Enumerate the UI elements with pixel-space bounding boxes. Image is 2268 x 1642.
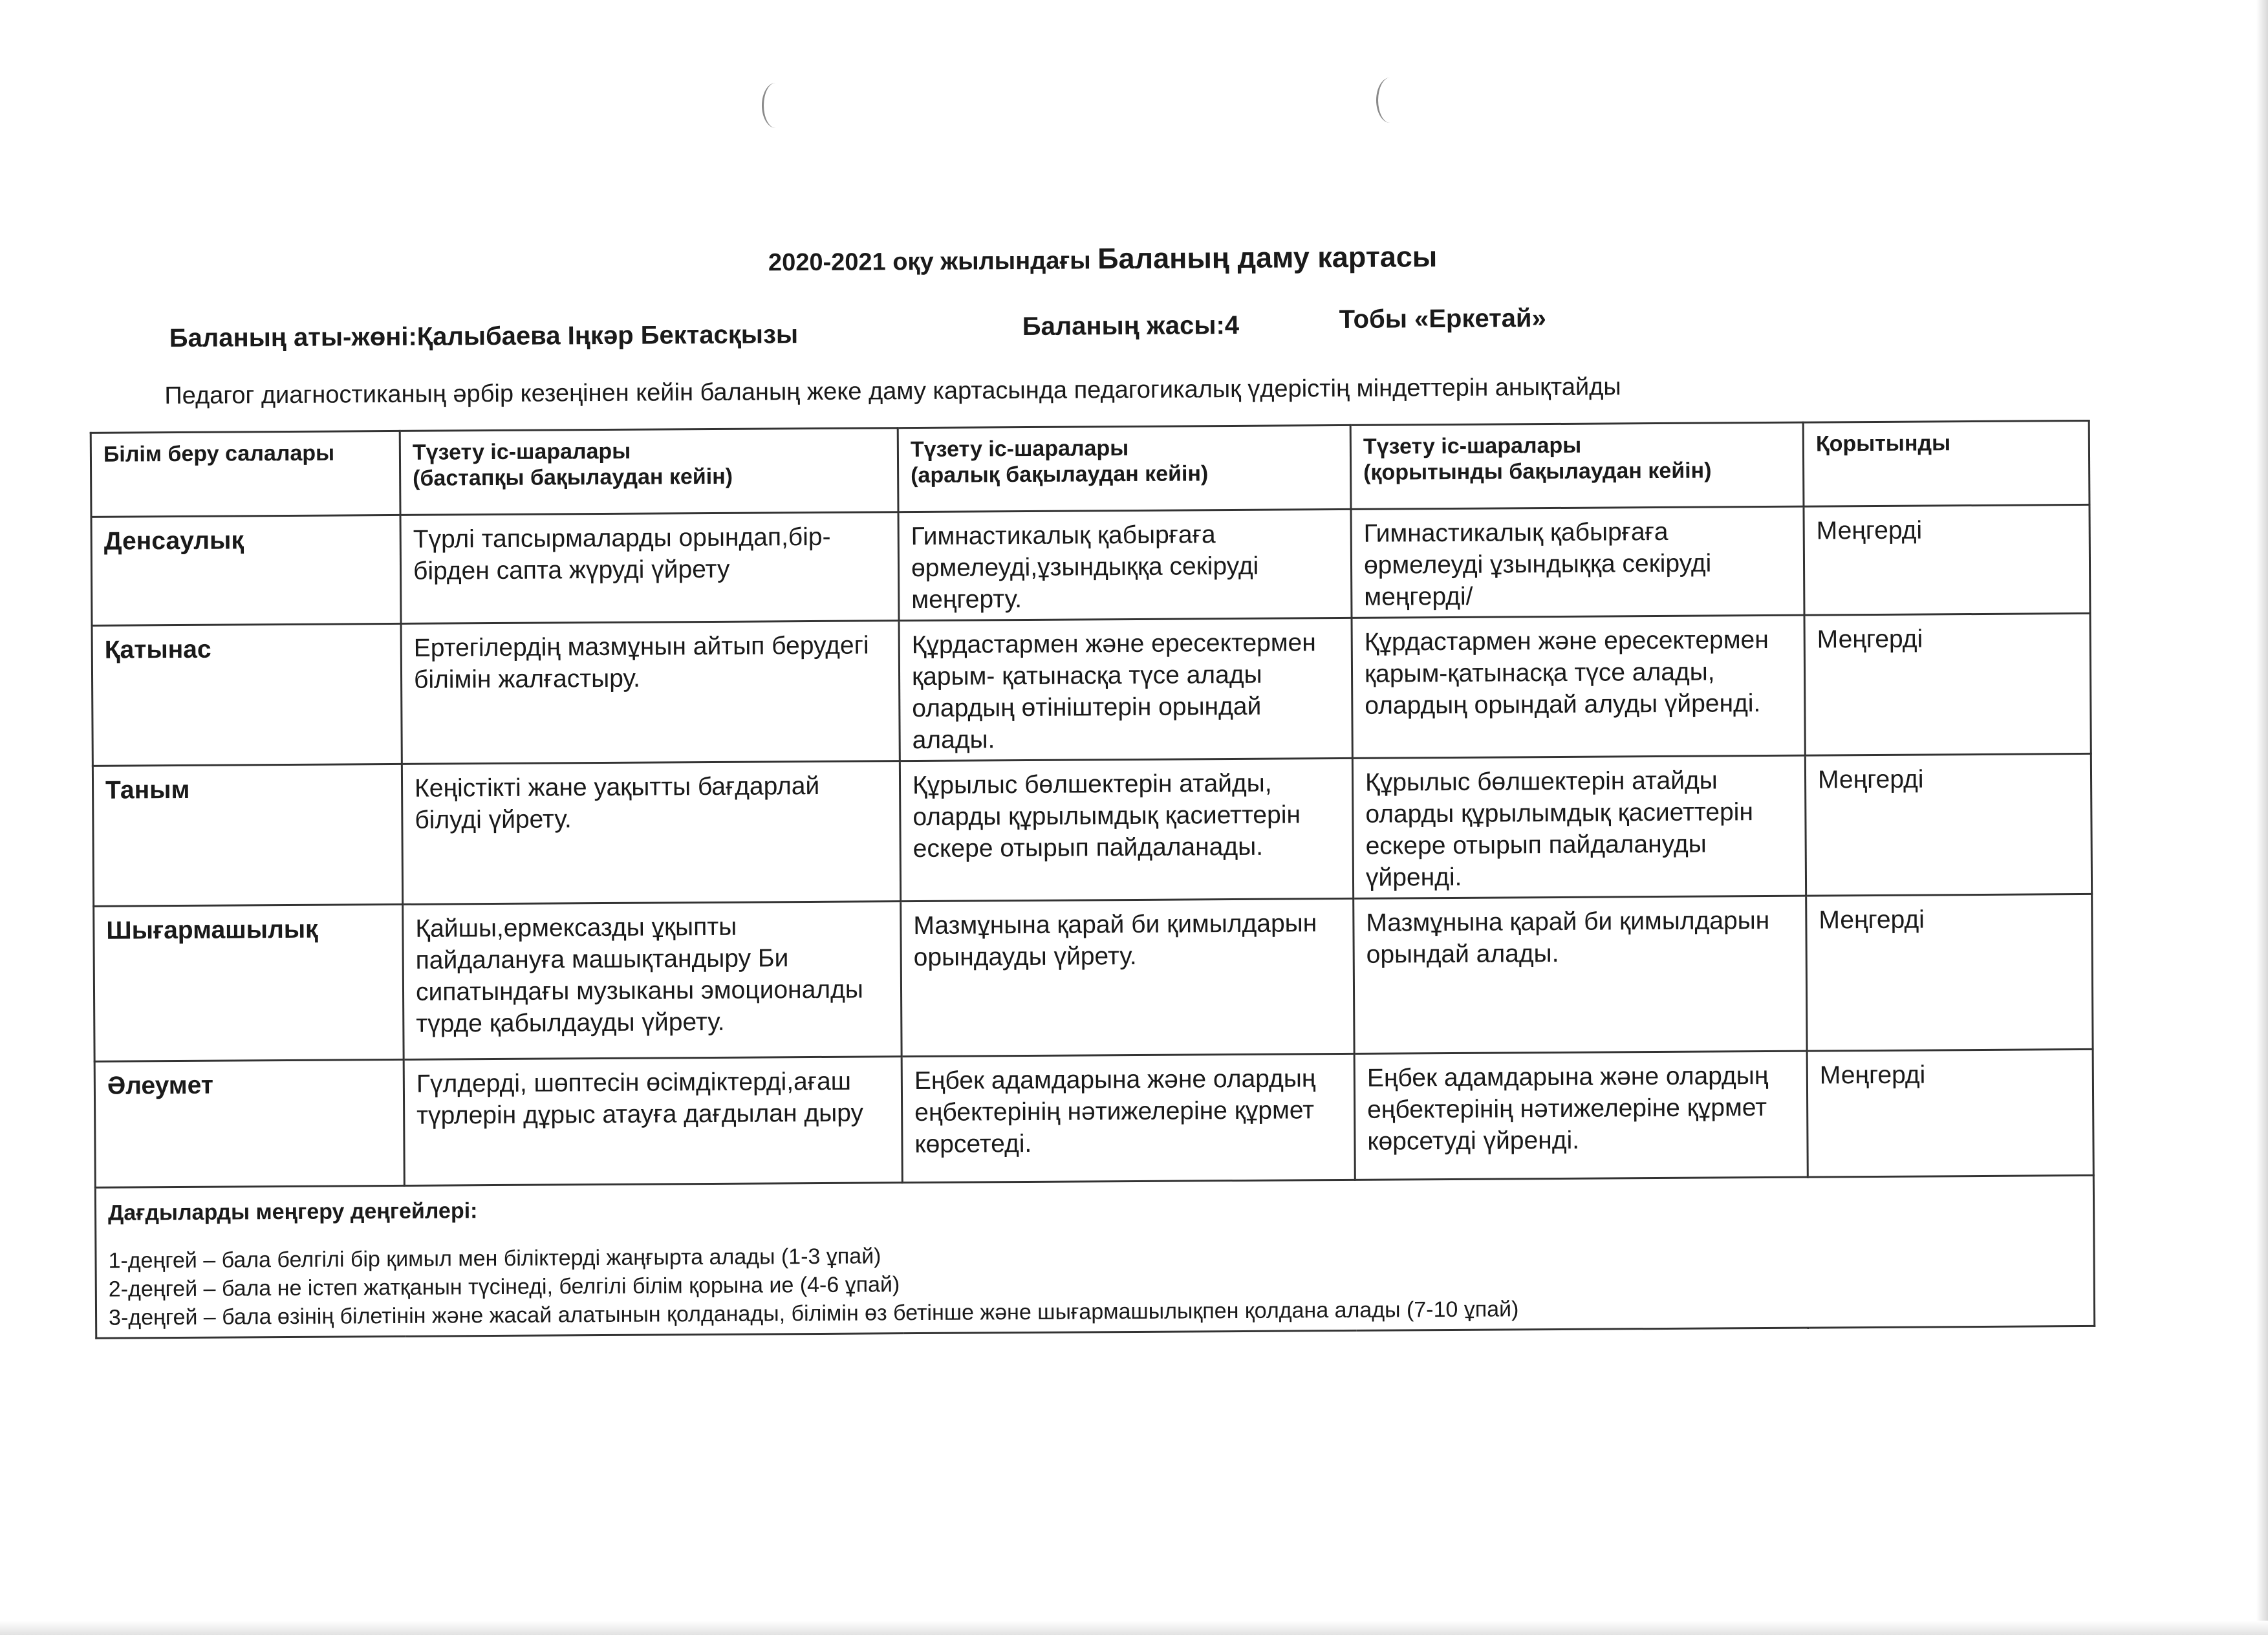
header-subline: (аралық бақылаудан кейін) xyxy=(911,461,1209,488)
child-name: Баланың аты-жөні:Қалыбаева Іңкәр Бектасқызы xyxy=(169,320,799,353)
header-result xyxy=(1803,420,2090,506)
table-row xyxy=(91,504,2090,625)
table-row xyxy=(94,1049,2093,1187)
area-cell: Денсаулық xyxy=(91,515,401,625)
intermediate-measure-cell: Мазмұнына қарай би қимылдарын орындауды үйрету. xyxy=(901,898,1354,1056)
result-cell: Меңгерді xyxy=(1807,1049,2093,1177)
intro-text: Педагог диагностиканың әрбір кезеңінен кейін баланың жеке даму картасында педагогикалық үдерістің міндеттерін анықтайды xyxy=(164,373,1621,410)
initial-measure-cell: Ертегілердің мазмұнын айтып берудегі білімін жалғастыру. xyxy=(401,621,900,764)
header-intermediate-measures xyxy=(898,425,1351,512)
result-cell: Меңгерді xyxy=(1805,753,2091,896)
area-cell: Қатынас xyxy=(92,623,402,766)
final-measure-cell: Еңбек адамдарына және олардың еңбектерінің нәтижелеріне құрмет көрсетуді үйренді. xyxy=(1354,1051,1808,1180)
intermediate-measure-cell: Еңбек адамдарына және олардың еңбектерінің нәтижелеріне құрмет көрсетеді. xyxy=(902,1053,1355,1182)
result-cell: Меңгерді xyxy=(1806,894,2093,1051)
initial-measure-cell: Кеңістікті жане уақытты бағдарлай білуді үйрету. xyxy=(402,761,900,905)
level-item-3: 3-деңгей – бала өзінің білетінін және жасай алатынын қолданады, білімін өз бетінше және шығармашылықпен қолдана алады (7-10 ұпай) xyxy=(108,1297,1519,1330)
child-age: Баланың жасы:4 xyxy=(1022,310,1240,341)
child-group: Тобы «Еркетай» xyxy=(1339,304,1546,334)
initial-measure-cell: Гүлдерді, шөптесін өсімдіктерді,ағаш түрлерін дұрыс атауға дағдылан дыру xyxy=(404,1057,902,1186)
table-row xyxy=(92,753,2091,906)
area-cell: Шығармашылық xyxy=(94,904,404,1061)
table-row xyxy=(94,894,2093,1061)
table-row xyxy=(92,613,2091,766)
final-measure-cell: Құрдастармен және ересектермен қарым-қатынасқа түсе алады, олардың орындай алуды үйренді. xyxy=(1352,615,1805,758)
header-subline: (бастапқы бақылаудан кейін) xyxy=(413,464,733,491)
levels-title: Дағдыларды меңгеру деңгейлері: xyxy=(107,1198,478,1226)
result-cell: Меңгерді xyxy=(1804,613,2091,755)
initial-measure-cell: Түрлі тапсырмаларды орындап,бір-бірден сапта жүруді үйрету xyxy=(400,512,899,624)
header-final-measures xyxy=(1350,422,1804,509)
levels-row xyxy=(95,1175,2094,1338)
area-cell: Таным xyxy=(92,764,402,906)
header-subline: (қорытынды бақылаудан кейін) xyxy=(1363,458,1712,485)
development-card-table xyxy=(90,420,2096,1339)
header-education-areas xyxy=(91,431,400,517)
header-line: Түзету іс-шаралары xyxy=(412,438,631,465)
intermediate-measure-cell: Гимнастикалық қабырғаға өрмелеуді,ұзындыққа секіруді меңгерту. xyxy=(898,509,1352,620)
result-cell: Меңгерді xyxy=(1804,504,2090,615)
title-main: Баланың даму картасы xyxy=(1097,240,1438,275)
header-line: Қорытынды xyxy=(1815,431,1951,457)
area-cell: Әлеумет xyxy=(94,1059,404,1187)
header-line: Түзету іс-шаралары xyxy=(910,436,1129,462)
level-item-1: 1-деңгей – бала белгілі бір қимыл мен біліктерді жаңғырта алады (1-3 ұпай) xyxy=(108,1244,881,1273)
final-measure-cell: Гимнастикалық қабырғаға өрмелеуді ұзындыққа секіруді меңгерді/ xyxy=(1351,506,1804,618)
header-initial-measures xyxy=(400,428,898,515)
final-measure-cell: Құрылыс бөлшектерін атайды оларды құрылымдық қасиеттерін ескере отырып пайдалануды үйренді. xyxy=(1352,755,1806,898)
levels-cell xyxy=(95,1175,2094,1338)
intermediate-measure-cell: Құрылыс бөлшектерін атайды, оларды құрылымдық қасиеттерін ескере отырып пайдаланады. xyxy=(900,758,1353,901)
initial-measure-cell: Қайшы,ермексазды ұқыпты пайдалануға машықтандыру Би сипатындағы музыканы эмоционалды түрде қабылдауды үйрету. xyxy=(403,902,902,1060)
table-header-row xyxy=(91,420,2090,517)
header-line: Білім беру салалары xyxy=(103,440,335,467)
intermediate-measure-cell: Құрдастармен және ересектермен қарым- қатынасқа түсе алады олардың өтініштерін орындай алады. xyxy=(899,618,1352,761)
document-title xyxy=(0,235,2209,283)
title-year: 2020-2021 оқу жылындағы xyxy=(768,247,1091,277)
header-line: Түзету іс-шаралары xyxy=(1363,433,1582,459)
final-measure-cell: Мазмұнына қарай би қимылдарын орындай алады. xyxy=(1354,896,1807,1053)
level-item-2: 2-деңгей – бала не істеп жатқанын түсінеді, белгілі білім қорына ие (4-6 ұпай) xyxy=(108,1272,900,1302)
